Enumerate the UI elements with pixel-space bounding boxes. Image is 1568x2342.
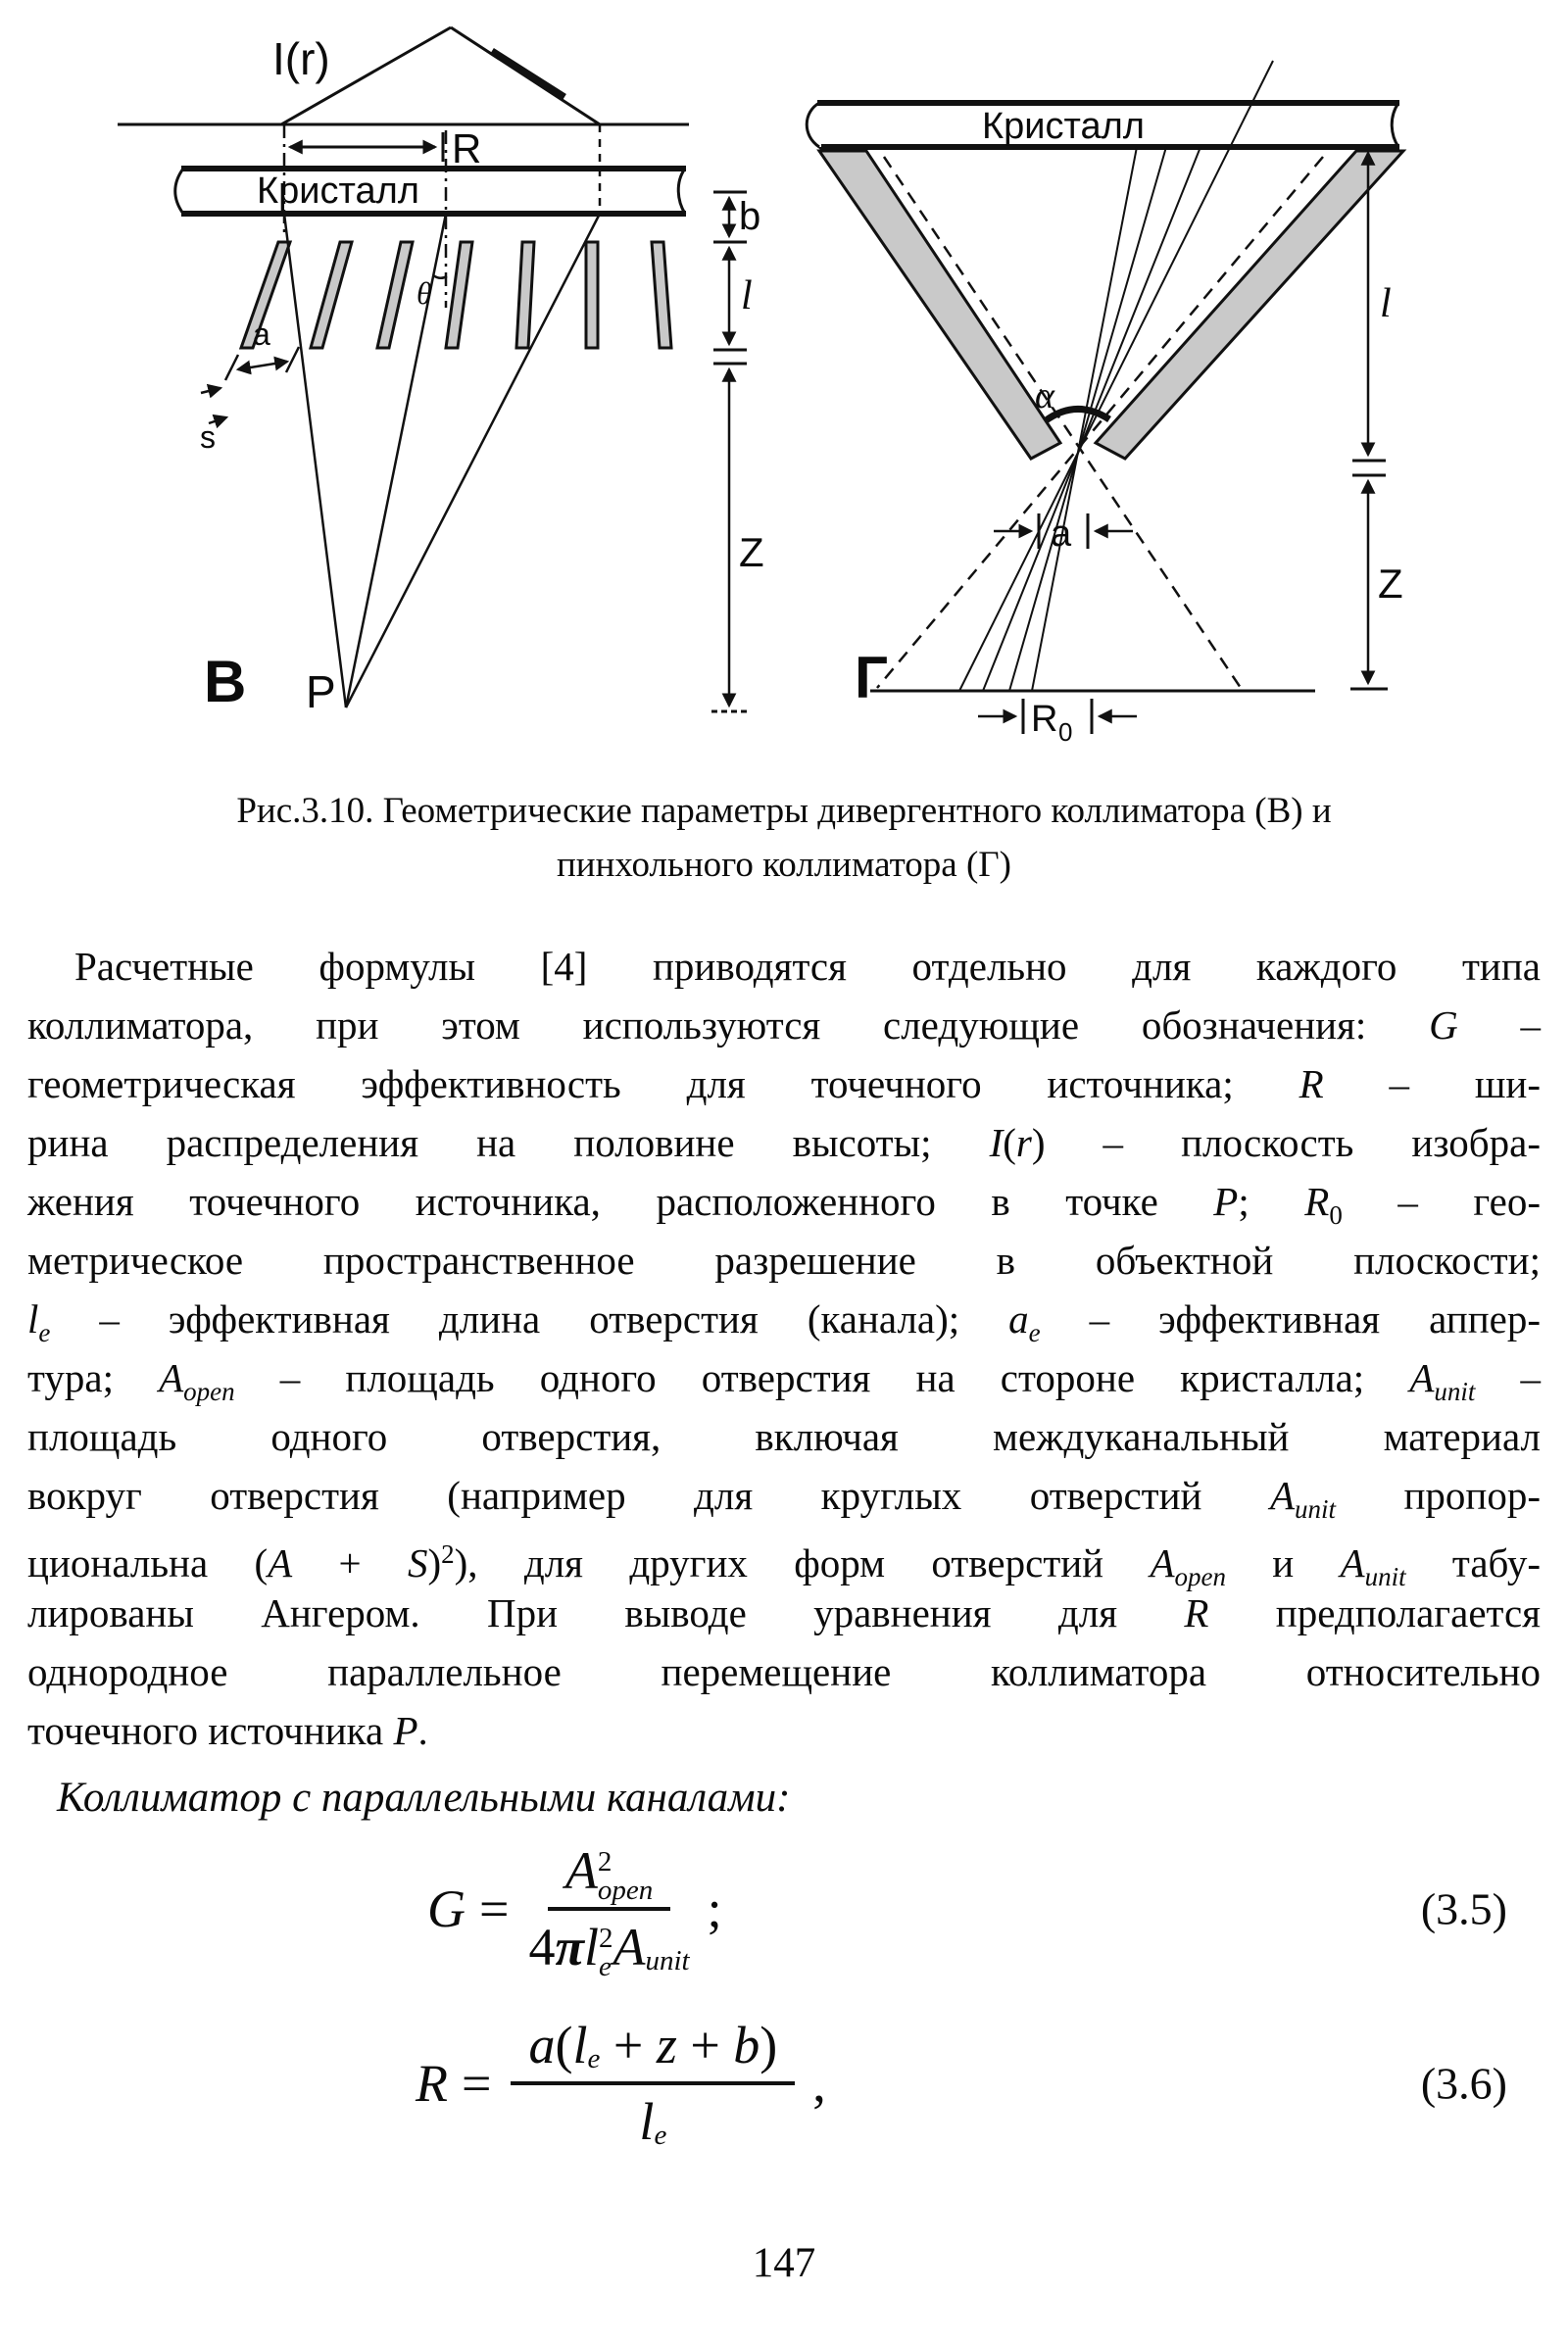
text-line	[27, 1113, 1541, 1172]
l-dim-label-left: l	[741, 273, 753, 318]
eq35-den-l-sup: 2	[598, 1923, 613, 1954]
text-segment: – площадь одного отверстия на стороне кристалла;	[234, 1355, 1410, 1400]
a-arrow	[238, 362, 287, 369]
text-segment: 0	[1329, 1200, 1343, 1230]
text-segment: пропор-	[1336, 1473, 1541, 1518]
figure-caption	[0, 784, 1568, 892]
text-segment: P	[393, 1708, 418, 1753]
eq35-num-supsub	[598, 1848, 653, 1905]
caption-line-2: пинхольного коллиматора (Г)	[557, 845, 1011, 885]
text-segment: и	[1225, 1540, 1341, 1586]
a-tick-left	[225, 355, 238, 380]
text-line	[27, 1172, 1541, 1231]
eq35-num-sub: open	[597, 1875, 654, 1906]
crystal-right-edge	[1392, 103, 1398, 147]
eq36-num-l: l	[572, 2016, 588, 2074]
text-segment: циональна (	[27, 1540, 269, 1586]
septum	[586, 242, 598, 348]
text-segment: A	[1409, 1355, 1435, 1400]
text-segment: лированы Ангером. При выводе уравнения для	[27, 1590, 1185, 1635]
text-segment: A	[1269, 1473, 1295, 1518]
figure-3-10	[0, 0, 1568, 764]
text-segment: –	[1475, 1355, 1542, 1400]
text-segment: unit	[1294, 1494, 1336, 1524]
text-segment: a	[1008, 1296, 1029, 1342]
eq35-den-l: l	[583, 1918, 599, 1976]
text-line	[27, 1642, 1541, 1701]
paragraph	[0, 937, 1568, 1760]
eq35-num-A: A	[564, 1841, 598, 1900]
text-segment: R	[1184, 1590, 1209, 1635]
text-segment: P	[1213, 1179, 1239, 1224]
text-segment: жения точечного источника, расположенного в точке	[27, 1179, 1214, 1224]
equation-3-6	[0, 1996, 1568, 2171]
text-segment: G	[1429, 1002, 1458, 1048]
eq36-lhs: R	[416, 2054, 448, 2113]
intensity-profile-label: I(r)	[272, 33, 330, 84]
eq35-den-supsub	[599, 1925, 613, 1981]
text-segment: S	[407, 1540, 428, 1586]
equation-3-5	[0, 1822, 1568, 1996]
text-segment: геометрическая эффективность для точечного источника;	[27, 1061, 1299, 1106]
a-label-left: a	[253, 317, 270, 352]
text-segment: точечного источника	[27, 1708, 394, 1753]
eq36-tail: ,	[812, 2054, 826, 2113]
eq36-num-a: a	[528, 2016, 556, 2074]
text-segment: r	[1015, 1120, 1032, 1165]
right-dimension-column	[1350, 147, 1388, 689]
pinhole-wall-right	[1096, 151, 1403, 459]
text-line	[27, 1466, 1541, 1525]
text-segment: open	[1174, 1562, 1226, 1591]
alpha-label: α	[1035, 375, 1054, 416]
text-segment: – эффективная аппер-	[1040, 1296, 1541, 1342]
eq35-numerator	[548, 1840, 670, 1911]
septa-group	[241, 242, 671, 348]
s-arrow-upper	[201, 388, 220, 393]
text-line	[27, 1701, 1541, 1760]
text-segment: e	[1028, 1318, 1041, 1347]
text-segment: .	[417, 1708, 428, 1753]
crystal-left-edge	[175, 169, 183, 214]
crystal-left-edge	[807, 103, 819, 147]
crystal-label-right: Кристалл	[982, 106, 1145, 147]
eq36-den-l: l	[639, 2092, 655, 2151]
eq35-denominator	[528, 1911, 690, 1982]
crystal-right-edge	[678, 169, 685, 214]
eq35-lhs: G	[427, 1879, 466, 1938]
text-segment: тура;	[27, 1355, 160, 1400]
p-label: P	[306, 666, 336, 717]
left-dimension-column	[711, 192, 747, 711]
l-dim-label-right: l	[1380, 281, 1392, 326]
eq35-equals: =	[479, 1879, 510, 1938]
cone-dashed-right	[877, 157, 1323, 688]
text-segment: 2	[441, 1539, 455, 1569]
text-segment: unit	[1434, 1377, 1476, 1406]
b-dim-label: b	[739, 195, 761, 238]
text-segment: –	[1457, 1002, 1541, 1048]
caption-line-1: Рис.3.10. Геометрические параметры дивергентного коллиматора (В) и	[236, 791, 1332, 831]
septum	[652, 242, 671, 348]
text-line	[27, 1348, 1541, 1407]
text-segment: +	[292, 1540, 408, 1586]
eq36-number: (3.6)	[1420, 2058, 1507, 2109]
diagram-pinhole-collimator	[807, 61, 1403, 747]
text-segment: l	[27, 1296, 39, 1342]
eq36-equals: =	[462, 2054, 492, 2113]
text-segment: unit	[1364, 1562, 1406, 1591]
text-segment: ;	[1238, 1179, 1305, 1224]
eq35-num-sup: 2	[597, 1846, 612, 1878]
r0-sub-label: 0	[1058, 717, 1073, 747]
text-segment: предполагается	[1208, 1590, 1541, 1635]
septum	[377, 242, 413, 348]
text-segment: – эффективная длина отверстия (канала);	[50, 1296, 1009, 1342]
profile-right-slope-bold	[492, 51, 564, 97]
eq36-num-close-paren: )	[760, 2016, 778, 2074]
text-segment: вокруг отверстия (например для круглых отверстий	[27, 1473, 1270, 1518]
page-number: 147	[752, 2240, 816, 2286]
panel-label-g: Г	[855, 645, 889, 710]
subheading-parallel-channels: Коллиматор с параллельными каналами:	[57, 1775, 791, 1821]
eq35-den-4: 4	[528, 1918, 556, 1976]
text-line	[27, 937, 1541, 996]
text-segment: ) – плоскость изобра-	[1031, 1120, 1541, 1165]
eq35-den-A: A	[612, 1918, 646, 1976]
figure-canvas	[0, 0, 1568, 764]
eq35-fraction	[528, 1840, 690, 1982]
pinhole-walls	[819, 151, 1403, 459]
text-segment: open	[183, 1377, 235, 1406]
text-line	[27, 1054, 1541, 1113]
z-dim-label-right: Z	[1378, 561, 1403, 607]
diagram-divergent-collimator	[118, 27, 764, 717]
eq36-num-b: b	[733, 2016, 760, 2074]
eq36-fraction	[511, 2015, 795, 2152]
eq36-numerator	[511, 2015, 795, 2085]
eq36-num-l-sub: e	[587, 2043, 601, 2074]
text-segment: A	[1150, 1540, 1175, 1586]
pinhole-wall-left	[819, 151, 1060, 459]
eq35-den-pi: π	[555, 1918, 584, 1976]
eq36-num-plus1: +	[600, 2016, 657, 2074]
text-segment: A	[159, 1355, 184, 1400]
text-line	[27, 1231, 1541, 1290]
ray-right	[346, 214, 600, 707]
eq36-num-open-paren: (	[555, 2016, 573, 2074]
text-segment: )	[427, 1540, 442, 1586]
text-segment: площадь одного отверстия, включая междуканальный материал	[27, 1414, 1541, 1459]
text-line	[27, 1525, 1541, 1591]
equation-3-6-body	[416, 2015, 826, 2152]
septum	[311, 242, 352, 348]
text-segment: Расчетные формулы [4] приводятся отдельно для каждого типа	[74, 944, 1541, 989]
crystal-label-left: Кристалл	[257, 171, 419, 212]
text-segment: – ши-	[1323, 1061, 1542, 1106]
a-tick-right	[286, 347, 299, 372]
septum	[516, 242, 534, 348]
eq36-denominator	[639, 2085, 666, 2152]
z-dim-label-left: Z	[739, 529, 764, 575]
eq36-den-l-sub: e	[654, 2120, 667, 2151]
text-segment: I	[989, 1120, 1004, 1165]
aperture-annotations	[201, 347, 299, 423]
text-segment: метрическое пространственное разрешение в объектной плоскости;	[27, 1238, 1541, 1283]
equation-3-5-body	[427, 1840, 722, 1982]
text-segment: коллиматора, при этом используются следующие обозначения:	[27, 1002, 1430, 1048]
r-label: R	[452, 125, 482, 171]
panel-label-b: В	[204, 649, 247, 714]
eq35-number: (3.5)	[1420, 1883, 1507, 1934]
text-line	[27, 996, 1541, 1054]
a-label-right: a	[1051, 513, 1072, 555]
eq35-tail: ;	[707, 1879, 722, 1938]
text-segment: ), для других форм отверстий	[454, 1540, 1151, 1586]
text-line	[27, 1290, 1541, 1348]
text-segment: – гео-	[1342, 1179, 1541, 1224]
text-segment: рина распределения на половине высоты;	[27, 1120, 990, 1165]
eq36-num-z: z	[656, 2016, 677, 2074]
eq35-den-l-sub: e	[598, 1951, 612, 1982]
eq36-num-plus2: +	[676, 2016, 734, 2074]
theta-label: θ	[416, 275, 432, 311]
cone-dashed-left	[884, 157, 1241, 688]
text-line	[27, 1584, 1541, 1642]
text-segment: e	[38, 1318, 51, 1347]
septum	[446, 242, 472, 348]
text-segment: R	[1304, 1179, 1330, 1224]
eq35-den-A-sub: unit	[645, 1945, 690, 1976]
text-segment: A	[1340, 1540, 1365, 1586]
s-label: s	[200, 419, 216, 455]
text-segment: (	[1003, 1120, 1016, 1165]
text-line	[27, 1407, 1541, 1466]
text-segment: однородное параллельное перемещение коллиматора относительно	[27, 1649, 1541, 1694]
text-segment: R	[1298, 1061, 1324, 1106]
r0-label: R	[1031, 699, 1058, 740]
text-segment: A	[268, 1540, 293, 1586]
text-segment: табу-	[1405, 1540, 1541, 1586]
